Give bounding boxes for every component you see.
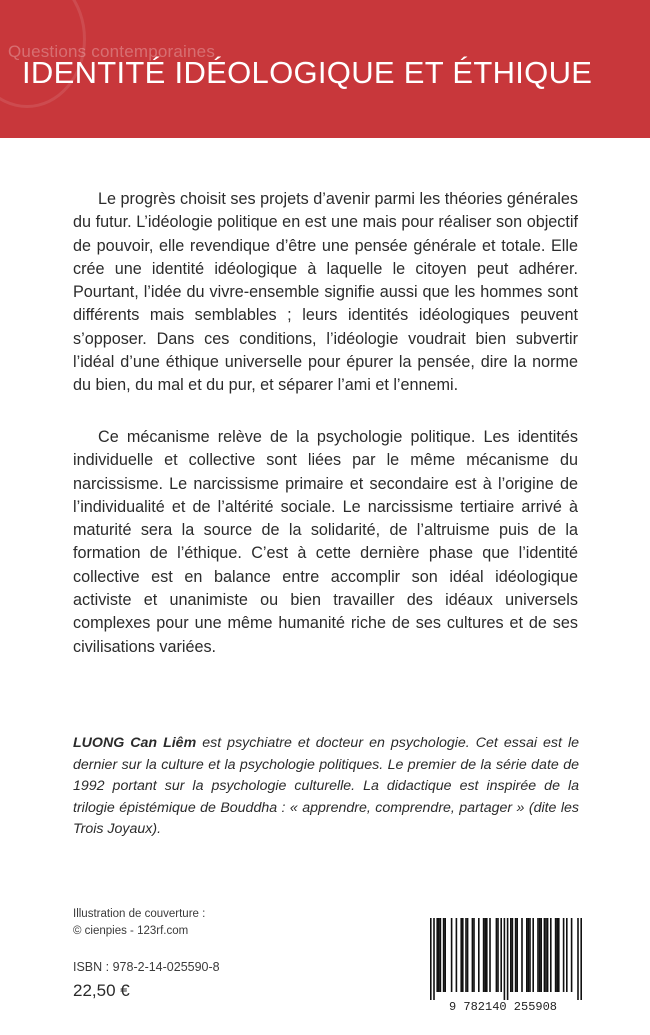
author-bio — [73, 733, 579, 841]
barcode-bar — [550, 918, 552, 992]
barcode-bar — [497, 918, 499, 992]
barcode-bar — [529, 918, 531, 992]
isbn-text: ISBN : 978-2-14-025590-8 — [73, 960, 220, 974]
barcode-bar — [473, 918, 475, 992]
barcode-bar — [436, 918, 438, 992]
barcode-bar — [577, 918, 579, 1000]
barcode-bar — [563, 918, 565, 992]
barcode-bar — [443, 918, 445, 992]
barcode-digits: 9 782140 255908 — [448, 1000, 558, 1014]
blurb-paragraph-1: Le progrès choisit ses projets d’avenir parmi les théories générales du futur. L’idéologie politique en est une mais pour réaliser son objectif de pouvoir, elle revendique d’être une pensée générale et totale. Elle crée une identité idéologique à laquelle le citoyen peut adhérer. Pourtant, l’idée du vivre-ensemble signifie aussi que les hommes sont différents mais semblables ; leurs identités idéologiques peuvent s’opposer. Dans ces conditions, l’idéologie voudrait bien subvertir l’idéal d’une éthique universelle pour épurer la pensée, dire la norme du bien, du mal et du pur, et séparer l’ami et l’ennemi. — [73, 190, 578, 395]
barcode-bar — [456, 918, 458, 992]
barcode-bar — [433, 918, 435, 1000]
barcode-bar — [544, 918, 546, 992]
barcode-bar — [532, 918, 534, 992]
author-name: LUONG Can Liêm — [73, 735, 197, 751]
barcode-bar — [510, 918, 512, 992]
barcode-bar — [489, 918, 491, 992]
book-title: IDENTITÉ IDÉOLOGIQUE ET ÉTHIQUE — [22, 55, 593, 90]
barcode-bar — [451, 918, 453, 992]
illustration-source: © cienpies - 123rf.com — [73, 925, 189, 937]
barcode-graphic — [414, 914, 592, 1014]
series-name: Questions contemporaines — [8, 42, 216, 61]
title-banner — [0, 0, 650, 138]
barcode-bar — [472, 918, 474, 992]
cover-credit — [73, 906, 205, 940]
barcode-bar — [566, 918, 568, 992]
barcode-bar — [545, 918, 547, 992]
barcode-bar — [540, 918, 542, 992]
barcode-bar — [539, 918, 541, 992]
author-bio-text: est psychiatre et docteur en psychologie. Cet essai est le dernier sur la culture et la psychologie politiques. Le premier de la série date de 1992 portant sur la psychologie culturelle. La didactique est inspirée de la trilogie épistémique de Bouddha : « apprendre, comprendre, partager » (dite les Trois Joyaux). — [73, 735, 579, 837]
blurb-paragraph-2: Ce mécanisme relève de la psychologie politique. Les identités individuelle et collective sont liées par le même mécanisme du narcissisme. Le narcissisme primaire et secondaire est à l’origine de l’individualité et de l’altérité sociale. Le narcissisme tertiaire arrivé à maturité sera la source de la solidarité, de l’altruisme puis de la formation de l’éthique. C’est à cette dernière phase que l’identité collective est en balance entre accomplir son idéal idéologique activiste et unanimiste ou bien travailler des idéaux universels complexes pour une même humanité riche de ses cultures et de ses civilisations variées. — [73, 428, 578, 656]
barcode-bar — [467, 918, 469, 992]
illustration-label: Illustration de couverture : — [73, 908, 206, 920]
barcode-bar — [507, 918, 509, 1000]
barcode-bar — [478, 918, 480, 992]
barcode-bar — [500, 918, 502, 992]
barcode-bar — [537, 918, 539, 992]
barcode-bar — [465, 918, 467, 992]
barcode-bar — [440, 918, 442, 992]
barcode-bar — [483, 918, 485, 992]
barcode-bar — [444, 918, 446, 992]
barcode-bar — [515, 918, 517, 992]
barcode-bar — [528, 918, 530, 992]
barcode-bar — [496, 918, 498, 992]
price-text: 22,50 € — [73, 981, 130, 1000]
barcode-bar — [526, 918, 528, 992]
barcode-bar — [460, 918, 462, 992]
barcode-bar — [558, 918, 560, 992]
barcode-bar — [462, 918, 464, 992]
barcode-bar — [521, 918, 523, 992]
barcode-bar — [580, 918, 582, 1000]
barcode-bar — [547, 918, 549, 992]
barcode-bar — [486, 918, 488, 992]
barcode-bar — [571, 918, 573, 992]
barcode-bar — [512, 918, 514, 992]
barcode-bar — [556, 918, 558, 992]
barcode-bar — [516, 918, 518, 992]
barcode-bar — [484, 918, 486, 992]
barcode — [414, 914, 592, 1014]
barcode-bar — [430, 918, 432, 1000]
barcode-bar — [438, 918, 440, 992]
barcode-bar — [504, 918, 506, 1000]
barcode-bar — [555, 918, 557, 992]
